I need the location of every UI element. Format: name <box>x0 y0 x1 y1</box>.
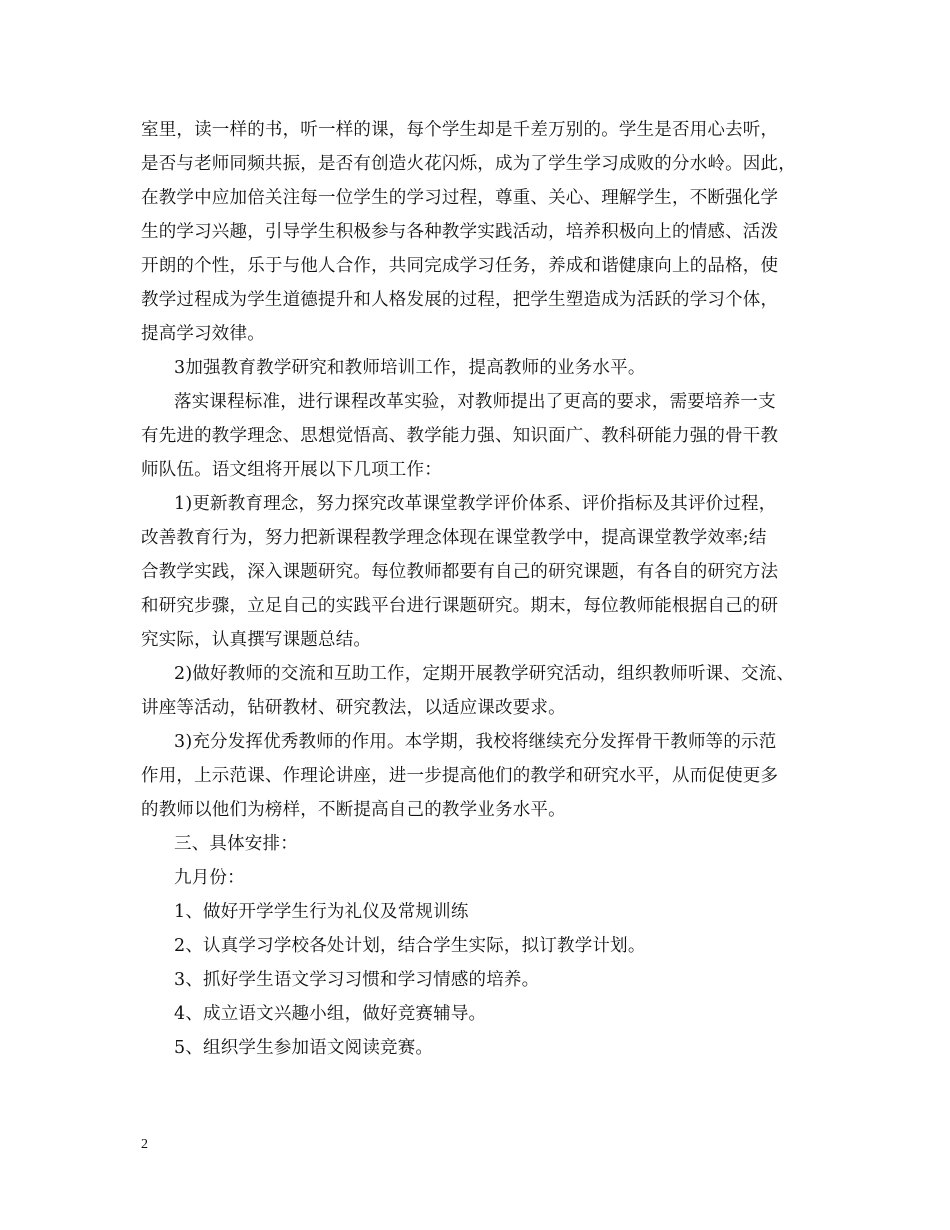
list-item: 2)做好教师的交流和互助工作，定期开展教学研究活动，组织教师听课、交流、 <box>174 664 795 684</box>
text-line: 教学过程成为学生道德提升和人格发展的过程，把学生塑造成为活跃的学习个体， <box>141 290 779 310</box>
text-line: 生的学习兴趣，引导学生积极参与各种教学实践活动，培养积极向上的情感、活泼 <box>141 222 779 242</box>
list-item: 3、抓好学生语文学习习惯和学习情感的培养。 <box>174 970 540 990</box>
text-line: 有先进的教学理念、思想觉悟高、教学能力强、知识面广、教科研能力强的骨干教 <box>141 426 779 446</box>
page-number: 2 <box>141 1137 148 1152</box>
section-heading: 三、具体安排： <box>174 834 298 854</box>
text-line: 室里，读一样的书，听一样的课，每个学生却是千差万别的。学生是否用心去听， <box>141 120 779 140</box>
text-line: 合教学实践，深入课题研究。每位教师都要有自己的研究课题，有各自的研究方法 <box>141 562 779 582</box>
text-line: 作用，上示范课、作理论讲座，进一步提高他们的教学和研究水平，从而促使更多 <box>141 766 779 786</box>
text-line: 开朗的个性，乐于与他人合作，共同完成学习任务，养成和谐健康向上的品格，使 <box>141 256 779 276</box>
section-heading: 3加强教育教学研究和教师培训工作，提高教师的业务水平。 <box>174 358 646 378</box>
text-line: 是否与老师同频共振，是否有创造火花闪烁，成为了学生学习成败的分水岭。因此， <box>141 154 796 174</box>
text-line: 改善教育行为，努力把新课程教学理念体现在课堂教学中，提高课堂教学效率;结 <box>141 528 767 548</box>
list-item: 2、认真学习学校各处计划，结合学生实际，拟订教学计划。 <box>174 936 646 956</box>
text-line: 提高学习效律。 <box>141 324 265 344</box>
text-line: 师队伍。语文组将开展以下几项工作： <box>141 460 442 480</box>
list-item: 1、做好开学学生行为礼仪及常规训练 <box>174 902 469 922</box>
list-item: 4、成立语文兴趣小组，做好竞赛辅导。 <box>174 1004 487 1024</box>
text-line: 讲座等活动，钻研教材、研究教法，以适应课改要求。 <box>141 698 566 718</box>
text-line: 和研究步骤，立足自己的实践平台进行课题研究。期末，每位教师能根据自己的研 <box>141 596 779 616</box>
text-line: 的教师以他们为榜样，不断提高自己的教学业务水平。 <box>141 800 566 820</box>
subsection-heading: 九月份： <box>174 868 245 888</box>
text-line: 落实课程标准，进行课程改革实验，对教师提出了更高的要求，需要培养一支 <box>174 392 776 412</box>
list-item: 5、组织学生参加语文阅读竞赛。 <box>174 1038 434 1058</box>
text-line: 究实际，认真撰写课题总结。 <box>141 630 372 650</box>
list-item: 3)充分发挥优秀教师的作用。本学期，我校将继续充分发挥骨干教师等的示范 <box>174 732 777 752</box>
text-line: 在教学中应加倍关注每一位学生的学习过程，尊重、关心、理解学生，不断强化学 <box>141 188 779 208</box>
list-item: 1)更新教育理念，努力探究改革课堂教学评价体系、评价指标及其评价过程， <box>174 494 777 514</box>
